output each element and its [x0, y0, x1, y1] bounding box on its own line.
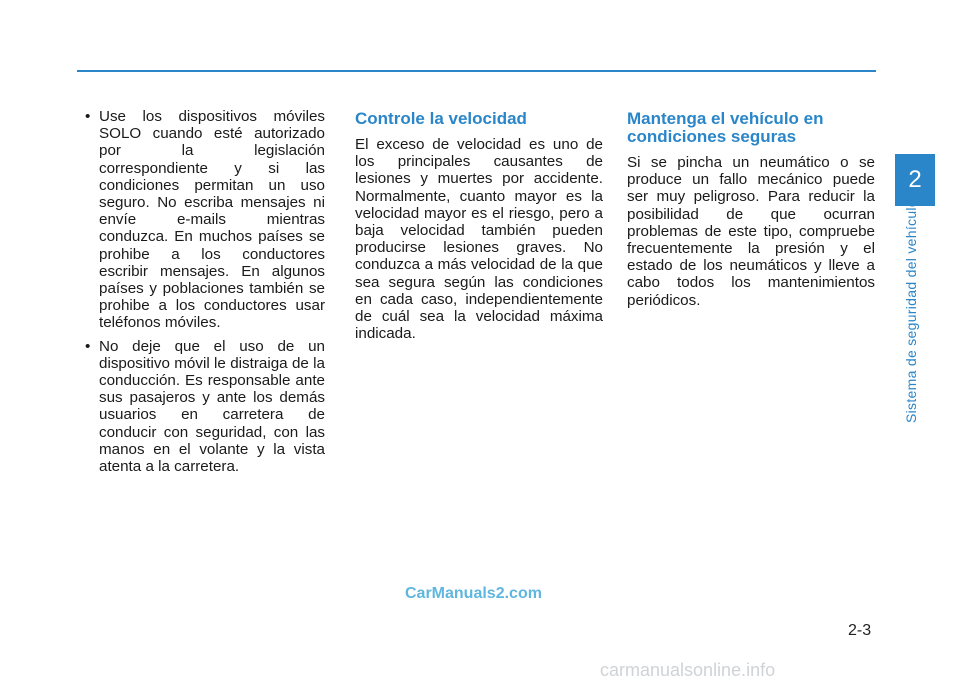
column-3	[627, 108, 875, 309]
column-2	[355, 108, 603, 342]
section-heading-maintenance: Mantenga el vehículo en condiciones seguras	[627, 109, 824, 146]
chapter-tab: 2	[895, 154, 935, 206]
section-body-maintenance: Si se pincha un neumático o se produce un fallo mecánico puede ser muy peligroso. Para reducir la posibilidad de que ocurran problemas de este tipo, compruebe frecuentemente la presión y el estado de los neumáticos y lleve a cabo todos los mantenimientos periódicos.	[627, 154, 875, 309]
header-divider	[77, 70, 876, 72]
watermark: CarManuals2.com	[405, 585, 542, 602]
bullet-list	[77, 108, 325, 475]
bullet-icon: •	[85, 108, 91, 125]
column-1	[77, 108, 325, 481]
section-body-speed: El exceso de velocidad es uno de los principales causantes de lesiones y muertes por accidente. Normalmente, cuanto mayor es la velocidad mayor es el riesgo, pero a baja velocidad también pueden producirse lesiones graves. No conduzca a más velocidad de la que sea segura según las condiciones en cada caso, independientemente de cuál sea la velocidad máxima indicada.	[355, 136, 603, 343]
list-item: • Use los dispositivos móviles SOLO cuando esté autorizado por la legislación correspondiente y si las condiciones permitan un uso seguro. No escriba mensajes ni envíe e-mails mientras conduzca. En muchos países se prohibe a los conductores escribir mensajes. En algunos países y poblaciones también se prohibe a los conductores usar teléfonos móviles.	[85, 108, 325, 332]
footer-watermark: carmanualsonline.info	[600, 660, 776, 680]
list-item: • No deje que el uso de un dispositivo móvil le distraiga de la conducción. Es responsable ante sus pasajeros y ante los demás usuarios en carretera de conducir con seguridad, con las manos en el volante y la vista atenta a la carretera.	[85, 337, 325, 476]
section-heading-speed: Controle la velocidad	[355, 109, 527, 128]
chapter-title: Sistema de seguridad del vehículo	[903, 199, 919, 423]
bullet-icon: •	[85, 337, 91, 355]
page-number: 2-3	[848, 622, 872, 639]
